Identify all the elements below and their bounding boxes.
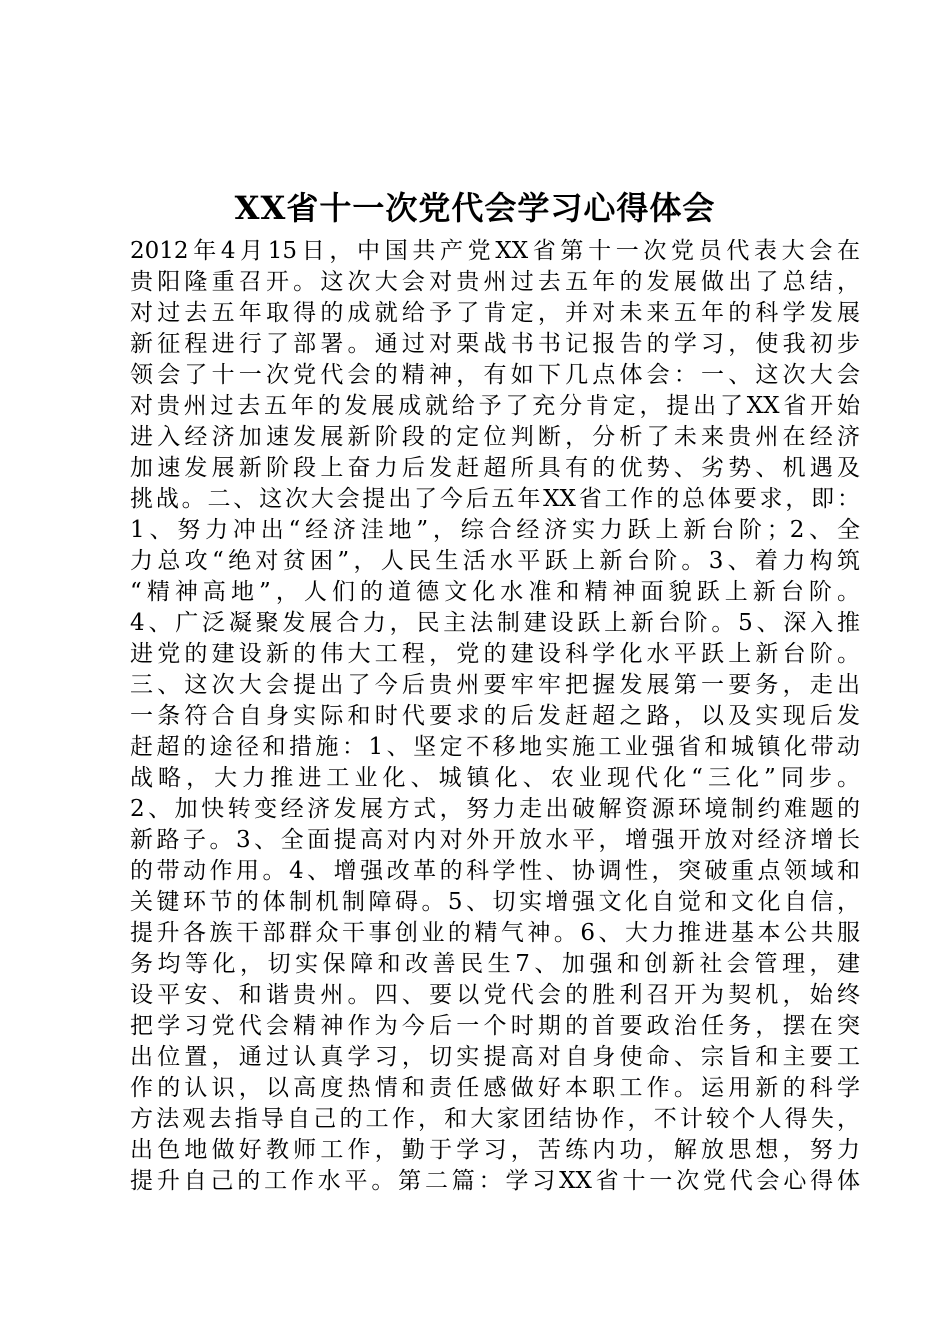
body-text-line: 2012年4月15日，中国共产党XX省第十一次党员代表大会在 — [130, 238, 860, 264]
body-text-line: 新征程进行了部署。通过对栗战书书记报告的学习，使我初步 — [130, 331, 860, 357]
body-text-line: 对贵州过去五年的发展成就给予了充分肯定，提出了XX省开始 — [130, 393, 860, 419]
body-text-line: 三、这次大会提出了今后贵州要牢牢把握发展第一要务，走出 — [130, 672, 860, 698]
body-text-line: 2、加快转变经济发展方式，努力走出破解资源环境制约难题的 — [130, 796, 860, 822]
body-text-line: 贵阳隆重召开。这次大会对贵州过去五年的发展做出了总结， — [130, 269, 860, 295]
document-body — [130, 236, 860, 1197]
body-text-line: 挑战。二、这次大会提出了今后五年XX省工作的总体要求，即： — [130, 486, 860, 512]
body-text-line: 领会了十一次党代会的精神，有如下几点体会：一、这次大会 — [130, 362, 860, 388]
body-text-line: 4、广泛凝聚发展合力，民主法制建设跃上新台阶。5、深入推 — [130, 610, 860, 636]
document-title: XX省十一次党代会学习心得体会 — [234, 189, 716, 227]
body-text-line: 方法观去指导自己的工作，和大家团结协作，不计较个人得失， — [130, 1106, 860, 1132]
body-text-line: 加速发展新阶段上奋力后发赶超所具有的优势、劣势、机遇及 — [130, 455, 860, 481]
body-text-line: 进入经济加速发展新阶段的定位判断，分析了未来贵州在经济 — [130, 424, 860, 450]
body-text-line: 务均等化，切实保障和改善民生7、加强和创新社会管理，建 — [130, 951, 860, 977]
body-text-line: 设平安、和谐贵州。四、要以党代会的胜利召开为契机，始终 — [130, 982, 860, 1008]
body-text-line: 新路子。3、全面提高对内对外开放水平，增强开放对经济增长 — [130, 827, 860, 853]
body-text-line: 把学习党代会精神作为今后一个时期的首要政治任务，摆在突 — [130, 1013, 860, 1039]
body-text-line: 1、努力冲出“经济洼地”，综合经济实力跃上新台阶；2、全 — [130, 517, 860, 543]
body-text-line: 关键环节的体制机制障碍。5、切实增强文化自觉和文化自信， — [130, 889, 860, 915]
body-text-line: 一条符合自身实际和时代要求的后发赶超之路，以及实现后发 — [130, 703, 860, 729]
body-text-line: 提升各族干部群众干事创业的精气神。6、大力推进基本公共服 — [130, 920, 860, 946]
body-text-line: 提升自己的工作水平。第二篇：学习XX省十一次党代会心得体 — [130, 1168, 860, 1194]
body-text-line: 力总攻“绝对贫困”，人民生活水平跃上新台阶。3、着力构筑 — [130, 548, 860, 574]
body-text-line: 赶超的途径和措施：1、坚定不移地实施工业强省和城镇化带动 — [130, 734, 860, 760]
body-text-line: 对过去五年取得的成就给予了肯定，并对未来五年的科学发展 — [130, 300, 860, 326]
body-text-line: 进党的建设新的伟大工程，党的建设科学化水平跃上新台阶。 — [130, 641, 860, 667]
body-text-line: 出色地做好教师工作，勤于学习，苦练内功，解放思想，努力 — [130, 1137, 860, 1163]
body-text-line: 作的认识，以高度热情和责任感做好本职工作。运用新的科学 — [130, 1075, 860, 1101]
body-text-line: 的带动作用。4、增强改革的科学性、协调性，突破重点领域和 — [130, 858, 860, 884]
body-text-line: 出位置，通过认真学习，切实提高对自身使命、宗旨和主要工 — [130, 1044, 860, 1070]
body-text-line: 战略，大力推进工业化、城镇化、农业现代化“三化”同步。 — [130, 765, 860, 791]
body-text-line: “精神高地”，人们的道德文化水准和精神面貌跃上新台阶。 — [130, 579, 860, 605]
